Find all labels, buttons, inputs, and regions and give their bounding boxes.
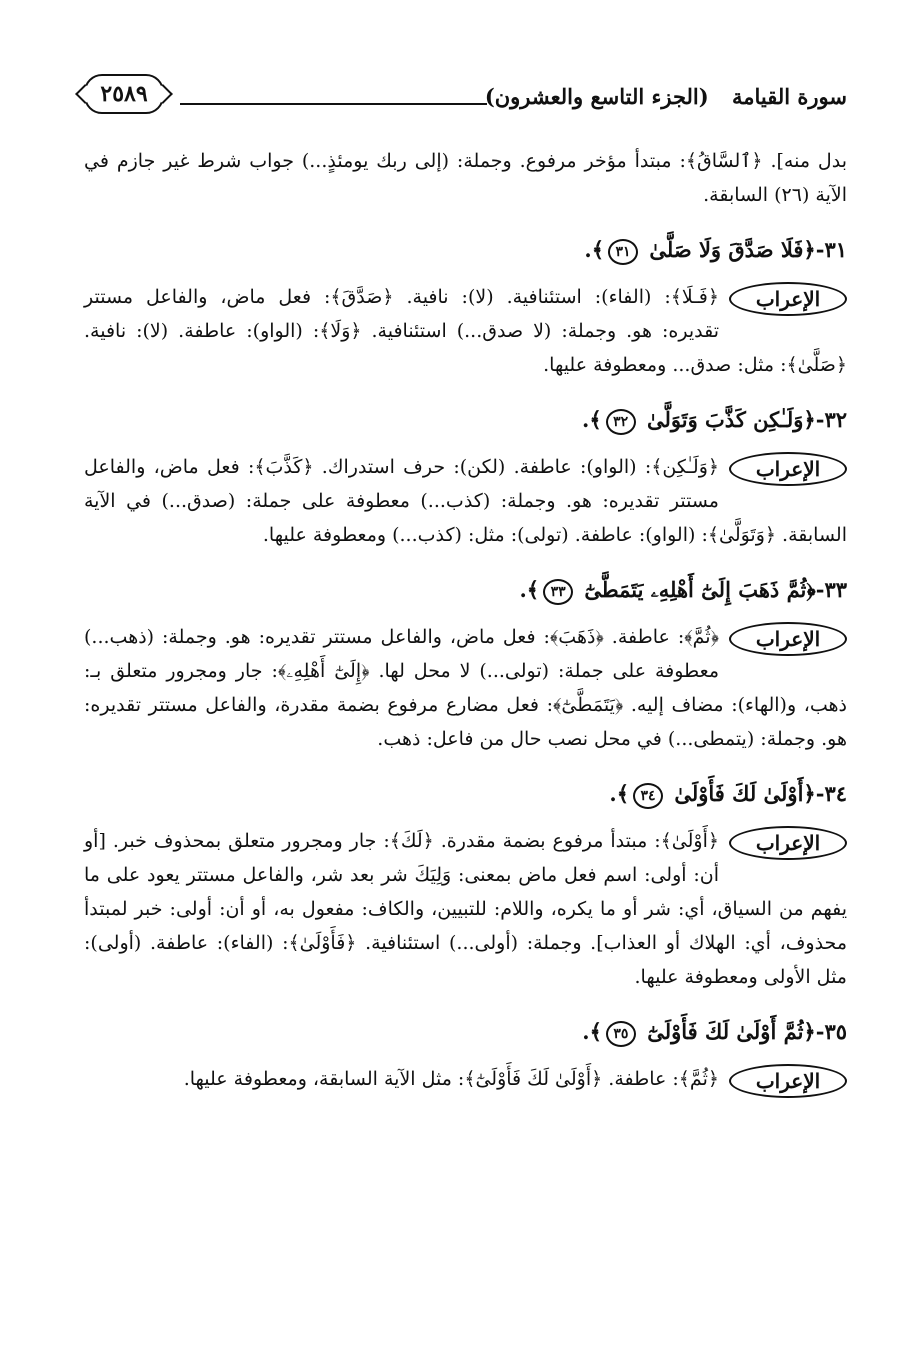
verse-end: ﴾. bbox=[609, 781, 630, 806]
verse-text: ﴿أَوْلَىٰ لَكَ فَأَوْلَىٰ bbox=[674, 781, 816, 806]
verse-33 bbox=[84, 570, 847, 610]
ayah-number-mark: ٣٢ bbox=[606, 409, 636, 435]
verse-number: ٣٢- bbox=[815, 407, 847, 432]
irab-text: ﴿ثُمَّ﴾: عاطفة. ﴿ذَهَبَ﴾: فعل ماض، والفاعل مستتر تقديره: هو. وجملة: (ذهب...) معطوفة على جملة: (تولى...) لا محل لها. ﴿إِلَىٰٓ أَهْلِهِۦ﴾: جار ومجرور متعلق بـ: ذهب، و(الهاء): مضاف إليه. ﴿يَتَمَطَّىٰٓ﴾: فعل مضارع مرفوع بضمة مقدرة، والفاعل مستتر تقديره: هو. وجملة: (يتمطى...) في محل نصب حال من فاعل: ذهب. bbox=[84, 626, 847, 750]
irab-paragraph-35 bbox=[84, 1062, 847, 1096]
irab-text: ﴿أَوْلَىٰ﴾: مبتدأ مرفوع بضمة مقدرة. ﴿لَكَ﴾: جار ومجرور متعلق بمحذوف خبر. [أو أن: أولى: اسم فعل ماض بمعنى: وَلِيَكَ شر بعد شر، والفاعل مستتر يعود على ما يفهم من السياق، أي: شر أو ما يكره، واللام: للتبيين، والكاف: مفعول به، أو أن: أولى: خبر لمبتدأ محذوف، أي: الهلاك أو العذاب]. وجملة: (أولى...) استئنافية. ﴿فَأَوْلَىٰ﴾: (الفاء): عاطفة. (أولى): مثل الأولى ومعطوفة عليها. bbox=[84, 830, 847, 988]
verse-text: ﴿فَلَا صَدَّقَ وَلَا صَلَّىٰ bbox=[649, 237, 816, 262]
irab-paragraph-31 bbox=[84, 280, 847, 382]
page-number: ٢٥٨٩ bbox=[84, 74, 164, 114]
verse-text: ﴿ثُمَّ ذَهَبَ إِلَىٰٓ أَهْلِهِۦ يَتَمَطَّىٰٓ bbox=[584, 577, 816, 602]
header-rule bbox=[180, 103, 487, 105]
verse-end: ﴾. bbox=[582, 1019, 602, 1044]
ayah-number-mark: ٣٥ bbox=[606, 1021, 636, 1047]
irab-text: ﴿وَلَـٰكِن﴾: (الواو): عاطفة. (لكن): حرف استدراك. ﴿كَذَّبَ﴾: فعل ماض، والفاعل مستتر تقديره: هو. وجملة: (كذب...) معطوفة على جملة: (صدق...) في الآية السابقة. ﴿وَتَوَلَّىٰ﴾: (الواو): عاطفة. (تولى): مثل: (كذب...) ومعطوفة عليها. bbox=[84, 456, 847, 546]
verse-end: ﴾. bbox=[519, 577, 540, 602]
irab-text: ﴿فَـلَا﴾: (الفاء): استئنافية. (لا): نافية. ﴿صَدَّقَ﴾: فعل ماض، والفاعل مستتر تقديره: هو. وجملة: (لا صدق...) استئنافية. ﴿وَلَا﴾: (الواو): عاطفة. (لا): نافية. ﴿صَلَّىٰ﴾: مثل: صدق... ومعطوفة عليها. bbox=[84, 286, 847, 376]
verse-text: ﴿وَلَـٰكِن كَذَّبَ وَتَوَلَّىٰ bbox=[646, 407, 816, 432]
verse-number: ٣٣- bbox=[815, 577, 847, 602]
ayah-number-mark: ٣٤ bbox=[633, 783, 663, 809]
verse-32 bbox=[84, 400, 847, 440]
header-title bbox=[485, 84, 847, 109]
irab-badge: الإعراب bbox=[729, 452, 847, 486]
page-header bbox=[84, 74, 847, 118]
verse-text: ﴿ثُمَّ أَوْلَىٰ لَكَ فَأَوْلَىٰٓ bbox=[647, 1019, 816, 1044]
irab-badge: الإعراب bbox=[729, 826, 847, 860]
part-name: (الجزء التاسع والعشرون) bbox=[484, 84, 709, 109]
verse-35 bbox=[84, 1012, 847, 1052]
irab-text: ﴿ثُمَّ﴾: عاطفة. ﴿أَوْلَىٰ لَكَ فَأَوْلَىٰٓ﴾: مثل الآية السابقة، ومعطوفة عليها. bbox=[183, 1068, 719, 1090]
verse-number: ٣٤- bbox=[815, 781, 847, 806]
verse-end: ﴾. bbox=[582, 407, 602, 432]
irab-paragraph-34 bbox=[84, 824, 847, 994]
verse-31 bbox=[84, 230, 847, 270]
irab-badge: الإعراب bbox=[729, 622, 847, 656]
intro-paragraph: بدل منه]. ﴿ٱلسَّاقُ﴾: مبتدأ مؤخر مرفوع. وجملة: (إلى ربك يومئذٍ...) جواب شرط غير جازم في الآية (٢٦) السابقة. bbox=[84, 150, 847, 206]
verse-number: ٣١- bbox=[815, 237, 847, 262]
ayah-number-mark: ٣٣ bbox=[543, 579, 573, 605]
irab-badge: الإعراب bbox=[729, 282, 847, 316]
verse-number: ٣٥- bbox=[815, 1019, 847, 1044]
surah-name: سورة القيامة bbox=[732, 84, 847, 109]
page-body bbox=[84, 144, 847, 1098]
irab-badge: الإعراب bbox=[729, 1064, 847, 1098]
irab-paragraph-32 bbox=[84, 450, 847, 552]
irab-paragraph-33 bbox=[84, 620, 847, 756]
verse-end: ﴾. bbox=[584, 237, 605, 262]
ayah-number-mark: ٣١ bbox=[608, 239, 638, 265]
verse-34 bbox=[84, 774, 847, 814]
